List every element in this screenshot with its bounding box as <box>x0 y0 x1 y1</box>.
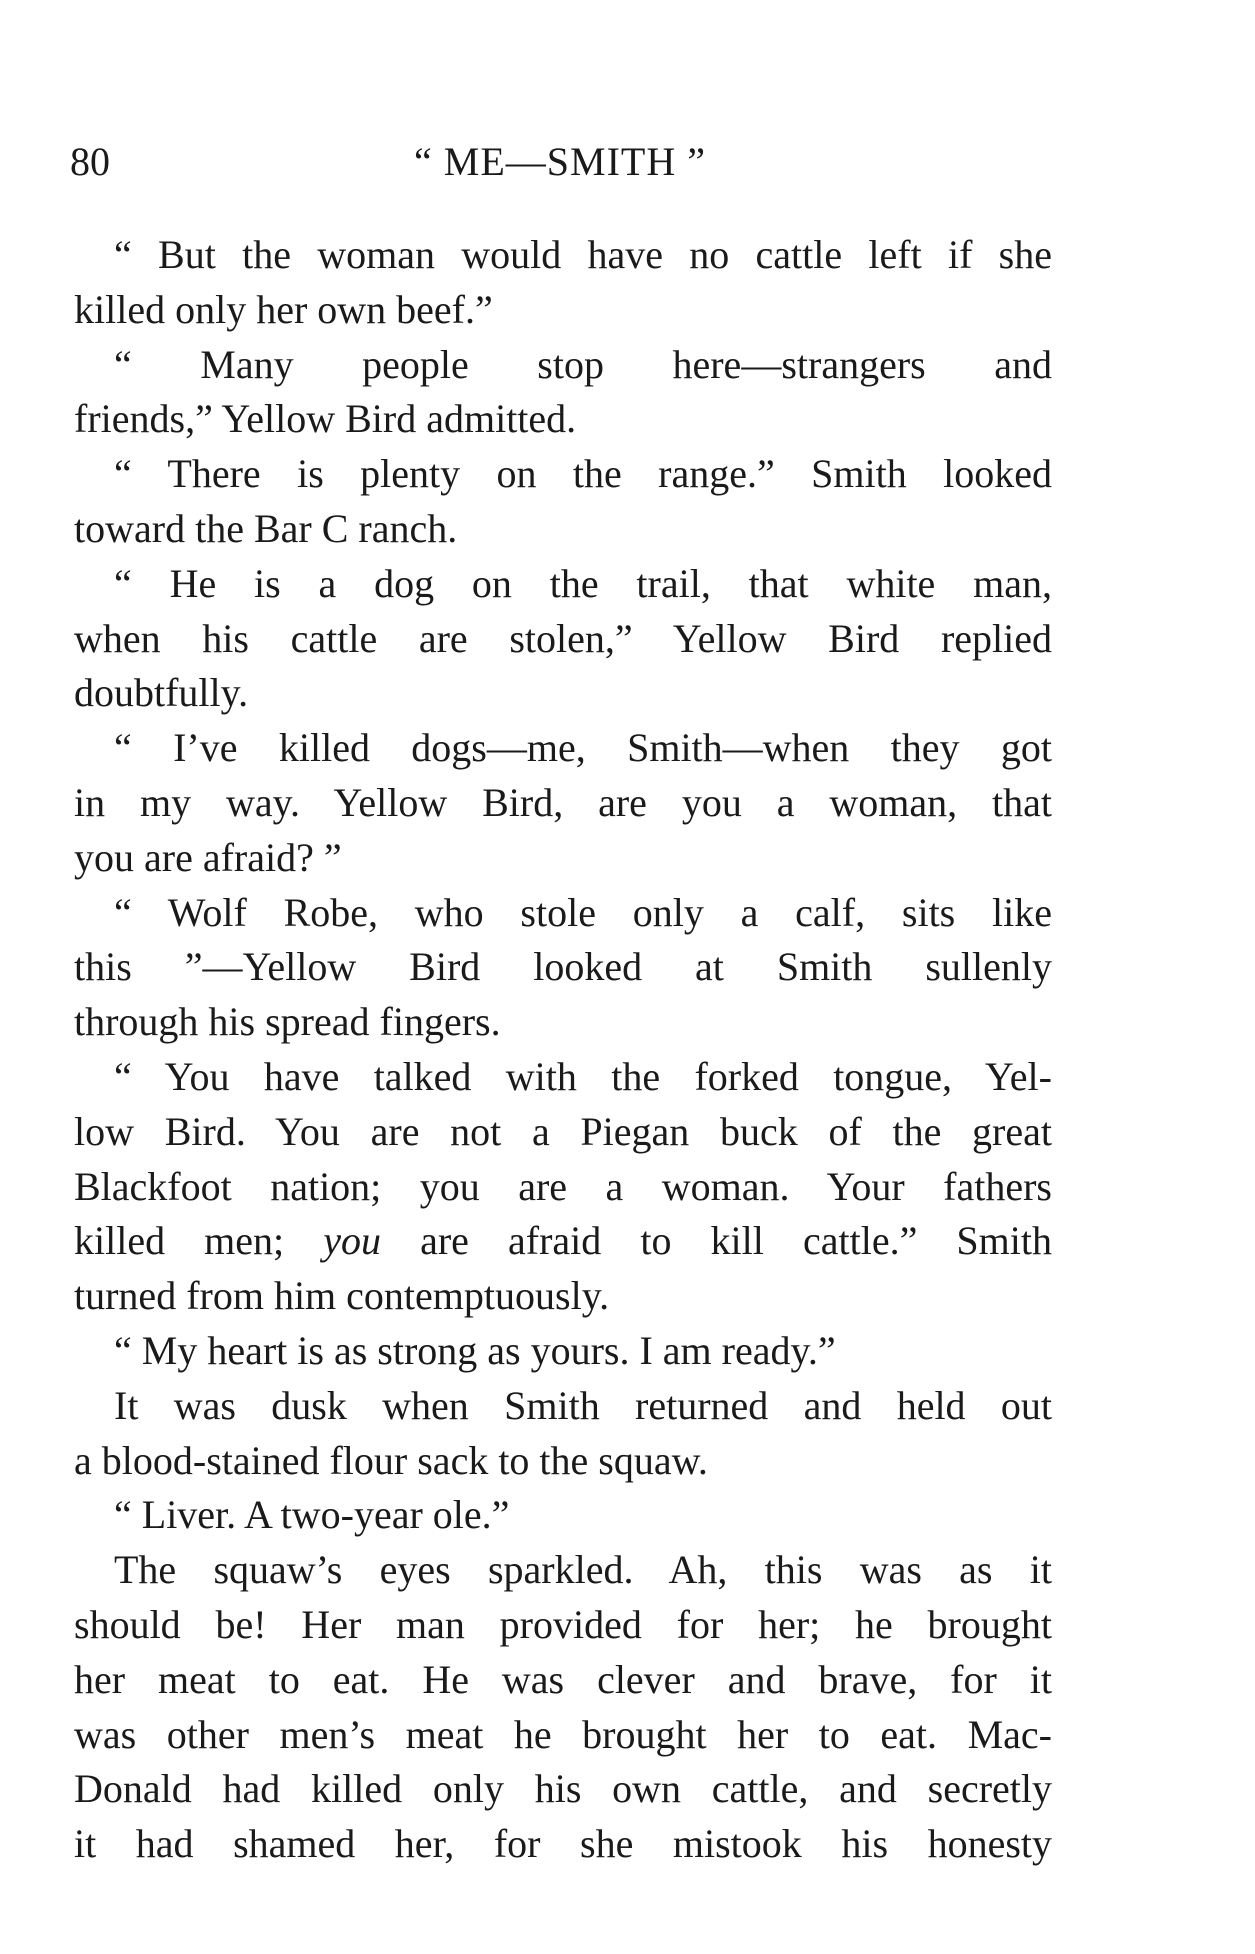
text-line: turned from him contemptuously. <box>74 1273 610 1319</box>
text-line: “ My heart is as strong as yours. I am ready.” <box>114 1327 836 1373</box>
page-header <box>70 132 1050 192</box>
text-segment: are afraid to kill cattle.” Smith <box>381 1218 1052 1264</box>
text-line: doubtfully. <box>74 670 249 716</box>
text-line: it had shamed her, for she mistook his honesty <box>74 1821 1052 1867</box>
text-line: “ You have talked with the forked tongue, Yel- <box>114 1053 1052 1099</box>
text-line: “ Wolf Robe, who stole only a calf, sits like <box>114 889 1052 935</box>
text-line: through his spread fingers. <box>74 999 501 1045</box>
text-line: “ Many people stop here—strangers and <box>114 341 1052 387</box>
running-title: “ ME—SMITH ” <box>414 139 706 184</box>
text-line: a blood-stained flour sack to the squaw. <box>74 1437 708 1483</box>
text-line: Blackfoot nation; you are a woman. Your fathers <box>74 1163 1052 1209</box>
text-line: this ”—Yellow Bird looked at Smith sullenly <box>74 944 1052 990</box>
text-line: “ There is plenty on the range.” Smith looked <box>114 451 1052 497</box>
italic-word: you <box>323 1218 382 1264</box>
text-line: killed only her own beef.” <box>74 286 493 332</box>
text-line: was other men’s meat he brought her to eat. Mac- <box>74 1711 1052 1757</box>
text-line: in my way. Yellow Bird, are you a woman, that <box>74 779 1052 825</box>
text-line: you are afraid? ” <box>74 834 342 880</box>
text-line: friends,” Yellow Bird admitted. <box>74 396 577 442</box>
text-line: her meat to eat. He was clever and brave, for it <box>74 1656 1052 1702</box>
text-line: Donald had killed only his own cattle, and secretly <box>74 1766 1052 1812</box>
text-line: when his cattle are stolen,” Yellow Bird replied <box>74 615 1052 661</box>
body-text <box>74 228 1052 1872</box>
text-line: The squaw’s eyes sparkled. Ah, this was as it <box>114 1547 1052 1593</box>
text-line: “ I’ve killed dogs—me, Smith—when they got <box>114 725 1052 771</box>
page-number: 80 <box>70 139 110 184</box>
text-line: low Bird. You are not a Piegan buck of the great <box>74 1108 1052 1154</box>
text-line-with-italic <box>74 1214 1052 1269</box>
text-line: It was dusk when Smith returned and held out <box>114 1382 1052 1428</box>
text-line: “ But the woman would have no cattle left if she <box>114 232 1052 277</box>
text-line: toward the Bar C ranch. <box>74 505 458 551</box>
text-segment: killed men; <box>74 1218 324 1264</box>
text-line: “ He is a dog on the trail, that white man, <box>114 560 1052 606</box>
text-line: “ Liver. A two-year ole.” <box>114 1492 510 1538</box>
text-line: should be! Her man provided for her; he brought <box>74 1601 1052 1647</box>
